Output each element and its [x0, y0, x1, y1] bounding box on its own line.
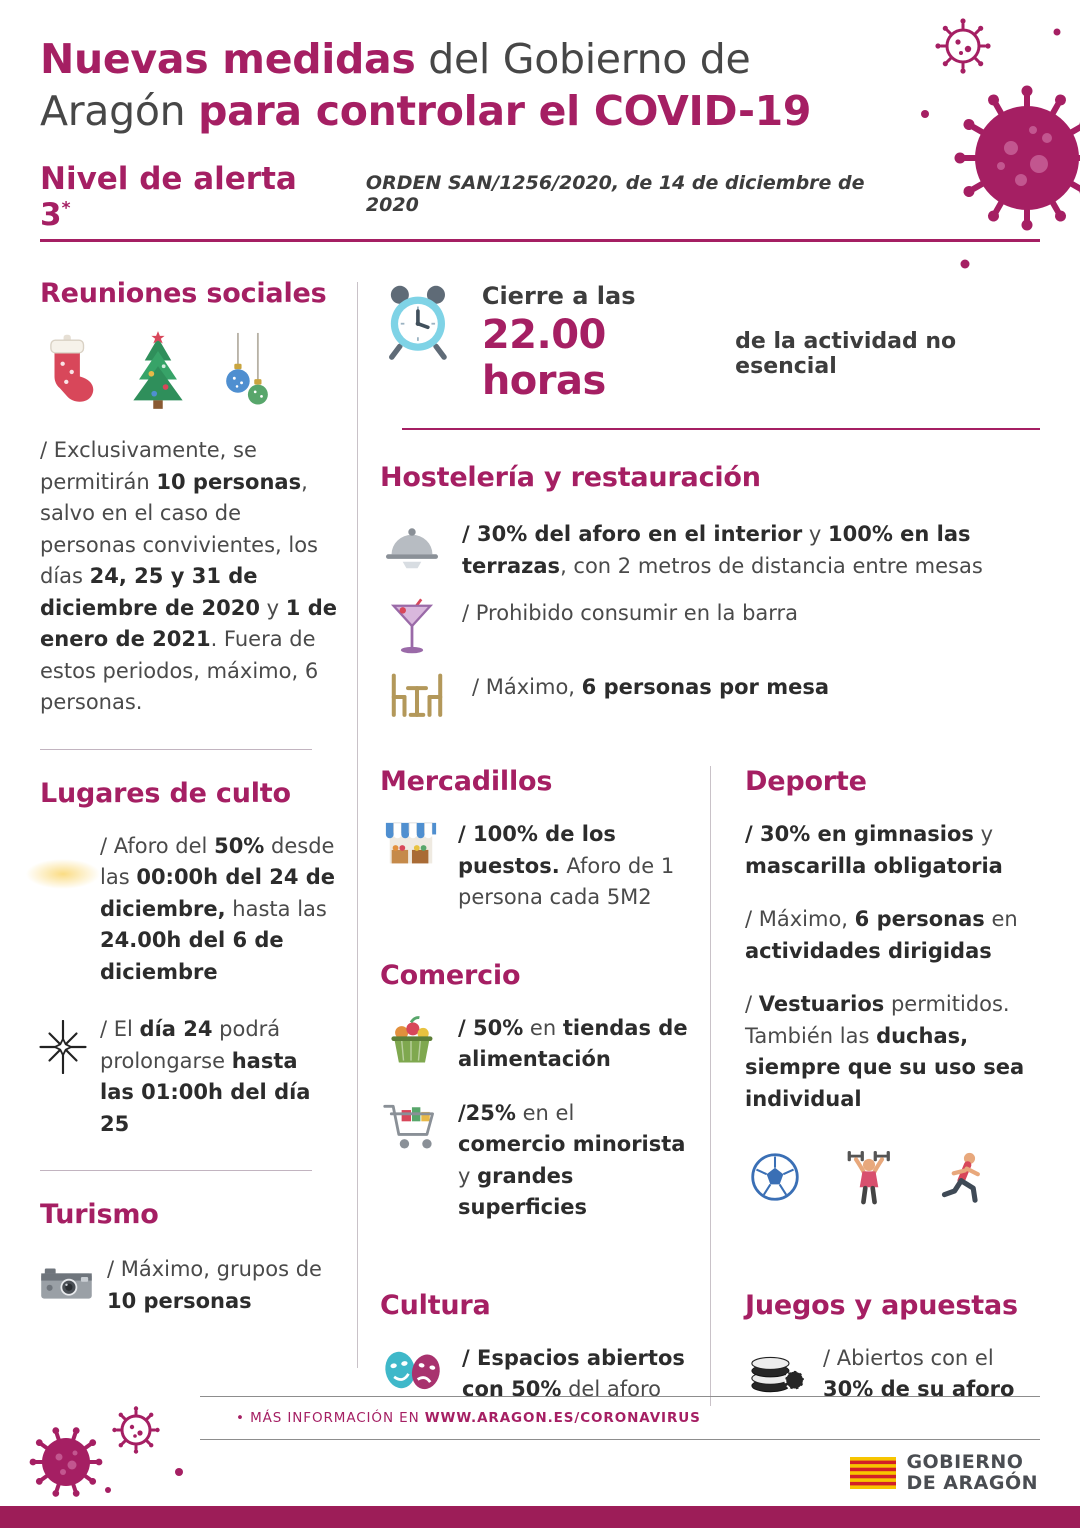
bullet: • [236, 1410, 245, 1426]
closing-time: 22.00 horas [481, 312, 606, 404]
hosteleria-text-2: / Prohibido consumir en la barra [462, 601, 799, 625]
section-heading-comercio: Comercio [380, 959, 521, 991]
comercio-text-1: / 50% en tiendas de alimentación [458, 1015, 688, 1071]
section-heading-mercadillos: Mercadillos [380, 766, 553, 797]
hosteleria-item-2 [380, 598, 1040, 656]
main-content [380, 272, 1040, 1406]
left-column [40, 278, 338, 1317]
grocery-basket-icon [380, 1013, 442, 1069]
turismo-text: / Máximo, grupos de 10 personas [106, 1257, 322, 1313]
alert-row [40, 161, 920, 233]
deporte-text-2: / Máximo, 6 personas en actividades dirigidas [745, 907, 1018, 963]
footer-info-band [200, 1396, 1040, 1440]
weightlifter-icon [843, 1149, 895, 1205]
virus-decoration-bottom-left [16, 1398, 206, 1504]
mercadillos-item [380, 819, 688, 914]
lugares-culto-text-2: / El día 24 podrá prolongarse hasta las 01:00h del día 25 [100, 1017, 311, 1136]
soccer-ball-icon [749, 1151, 801, 1203]
cultura-text: / Espacios abiertos con 50% del aforo [462, 1345, 685, 1401]
order-reference: ORDEN SAN/1256/2020, de 14 de diciembre de 2020 [365, 172, 865, 217]
comercio-item-1 [380, 1013, 688, 1076]
deporte-text-1: / 30% en gimnasios y mascarilla obligatoria [745, 822, 1003, 878]
closing-time-text [482, 278, 1040, 404]
header [40, 34, 920, 233]
alert-level: Nivel de alerta 3* [40, 161, 297, 234]
hosteleria-text-3: / Máximo, 6 personas por mesa [472, 675, 829, 699]
logo-text: GOBIERNO DE ARAGÓN [906, 1451, 1038, 1494]
lugares-culto-item-1 [40, 831, 338, 989]
deporte-text-3: / Vestuarios permitidos. También las duchas, siempre que su uso sea individual [745, 992, 1025, 1111]
section-heading-hosteleria: Hostelería y restauración [380, 462, 761, 493]
star-icon [36, 1020, 90, 1074]
lugares-culto-item-2 [40, 1014, 338, 1140]
header-divider [40, 239, 1040, 242]
section-heading-lugares-culto: Lugares de culto [40, 777, 291, 809]
stocking-icon [40, 331, 98, 411]
aragon-flag-icon [850, 1457, 896, 1489]
section-heading-cultura: Cultura [380, 1289, 491, 1321]
two-column-zone [380, 766, 1040, 1406]
page-title: Nuevas medidas del Gobierno de Aragón para controlar el COVID-19 [40, 35, 812, 135]
christmas-icons-row [40, 329, 338, 411]
comercio-item-2 [380, 1098, 688, 1224]
christmas-tree-icon [122, 329, 194, 411]
reuniones-text: / Exclusivamente, se permitirán 10 personas, salvo en el caso de personas convivientes, los días 24, 25 y 31 de diciembre de 2020 y 1 de enero de 2021. Fuera de estos periodos, máximo, 6 personas. [40, 438, 337, 714]
juegos-cell [710, 1224, 1040, 1406]
closing-line [482, 312, 1040, 404]
hosteleria-item-1 [380, 519, 1040, 582]
closing-intro: Cierre a las [481, 282, 636, 310]
section-heading-deporte: Deporte [745, 766, 867, 797]
section-heading-juegos: Juegos y apuestas [745, 1289, 1018, 1321]
section-heading-turismo: Turismo [40, 1199, 159, 1230]
gobierno-aragon-logo [850, 1452, 1038, 1494]
comercio-text-2: /25% en el comercio minorista y grandes superficies [458, 1100, 686, 1219]
closing-rest: de la actividad no esencial [735, 329, 957, 379]
cultura-cell [380, 1224, 710, 1406]
runner-icon [937, 1149, 989, 1205]
lugares-culto-text-1: / Aforo del 50% desde las 00:00h del 24 de diciembre, hasta las 24.00h del 6 de diciembre [100, 833, 336, 984]
mercadillos-comercio-cell [380, 766, 710, 1224]
camera-icon [40, 1254, 93, 1312]
cocktail-icon [380, 598, 444, 656]
divider [40, 1170, 312, 1171]
ornaments-icon [218, 331, 276, 411]
cloche-icon [380, 519, 444, 571]
table-chairs-icon [380, 672, 454, 722]
more-info-text: • MÁS INFORMACIÓN EN WWW.ARAGON.ES/CORONAVIRUS [236, 1410, 701, 1426]
hosteleria-section [380, 462, 1040, 722]
candle-glow-icon [26, 859, 100, 889]
turismo-item [40, 1254, 338, 1317]
divider [40, 749, 312, 750]
section-heading-reuniones: Reuniones sociales [40, 278, 327, 309]
accent-divider [402, 428, 1040, 430]
juegos-text: / Abiertos con el 30% de su aforo [823, 1345, 1015, 1401]
poker-chips-icon [745, 1343, 807, 1395]
theater-masks-icon [380, 1343, 446, 1397]
hosteleria-item-3 [380, 672, 1040, 722]
market-stall-icon [380, 819, 442, 875]
shopping-cart-icon [380, 1098, 442, 1154]
sport-icons-row [749, 1149, 1040, 1205]
deporte-cell [710, 766, 1040, 1224]
coronavirus-url-link[interactable]: WWW.ARAGON.ES/CORONAVIRUS [424, 1410, 701, 1426]
bottom-accent-bar [0, 1506, 1080, 1528]
closing-time-section [380, 278, 1040, 404]
mercadillos-text: / 100% de los puestos. Aforo de 1 persona cada 5M2 [458, 822, 675, 909]
vertical-divider-left [357, 282, 358, 1368]
alarm-clock-icon [380, 278, 456, 364]
hosteleria-text-1: / 30% del aforo en el interior y 100% en las terrazas, con 2 metros de distancia entre mesas [462, 522, 983, 578]
